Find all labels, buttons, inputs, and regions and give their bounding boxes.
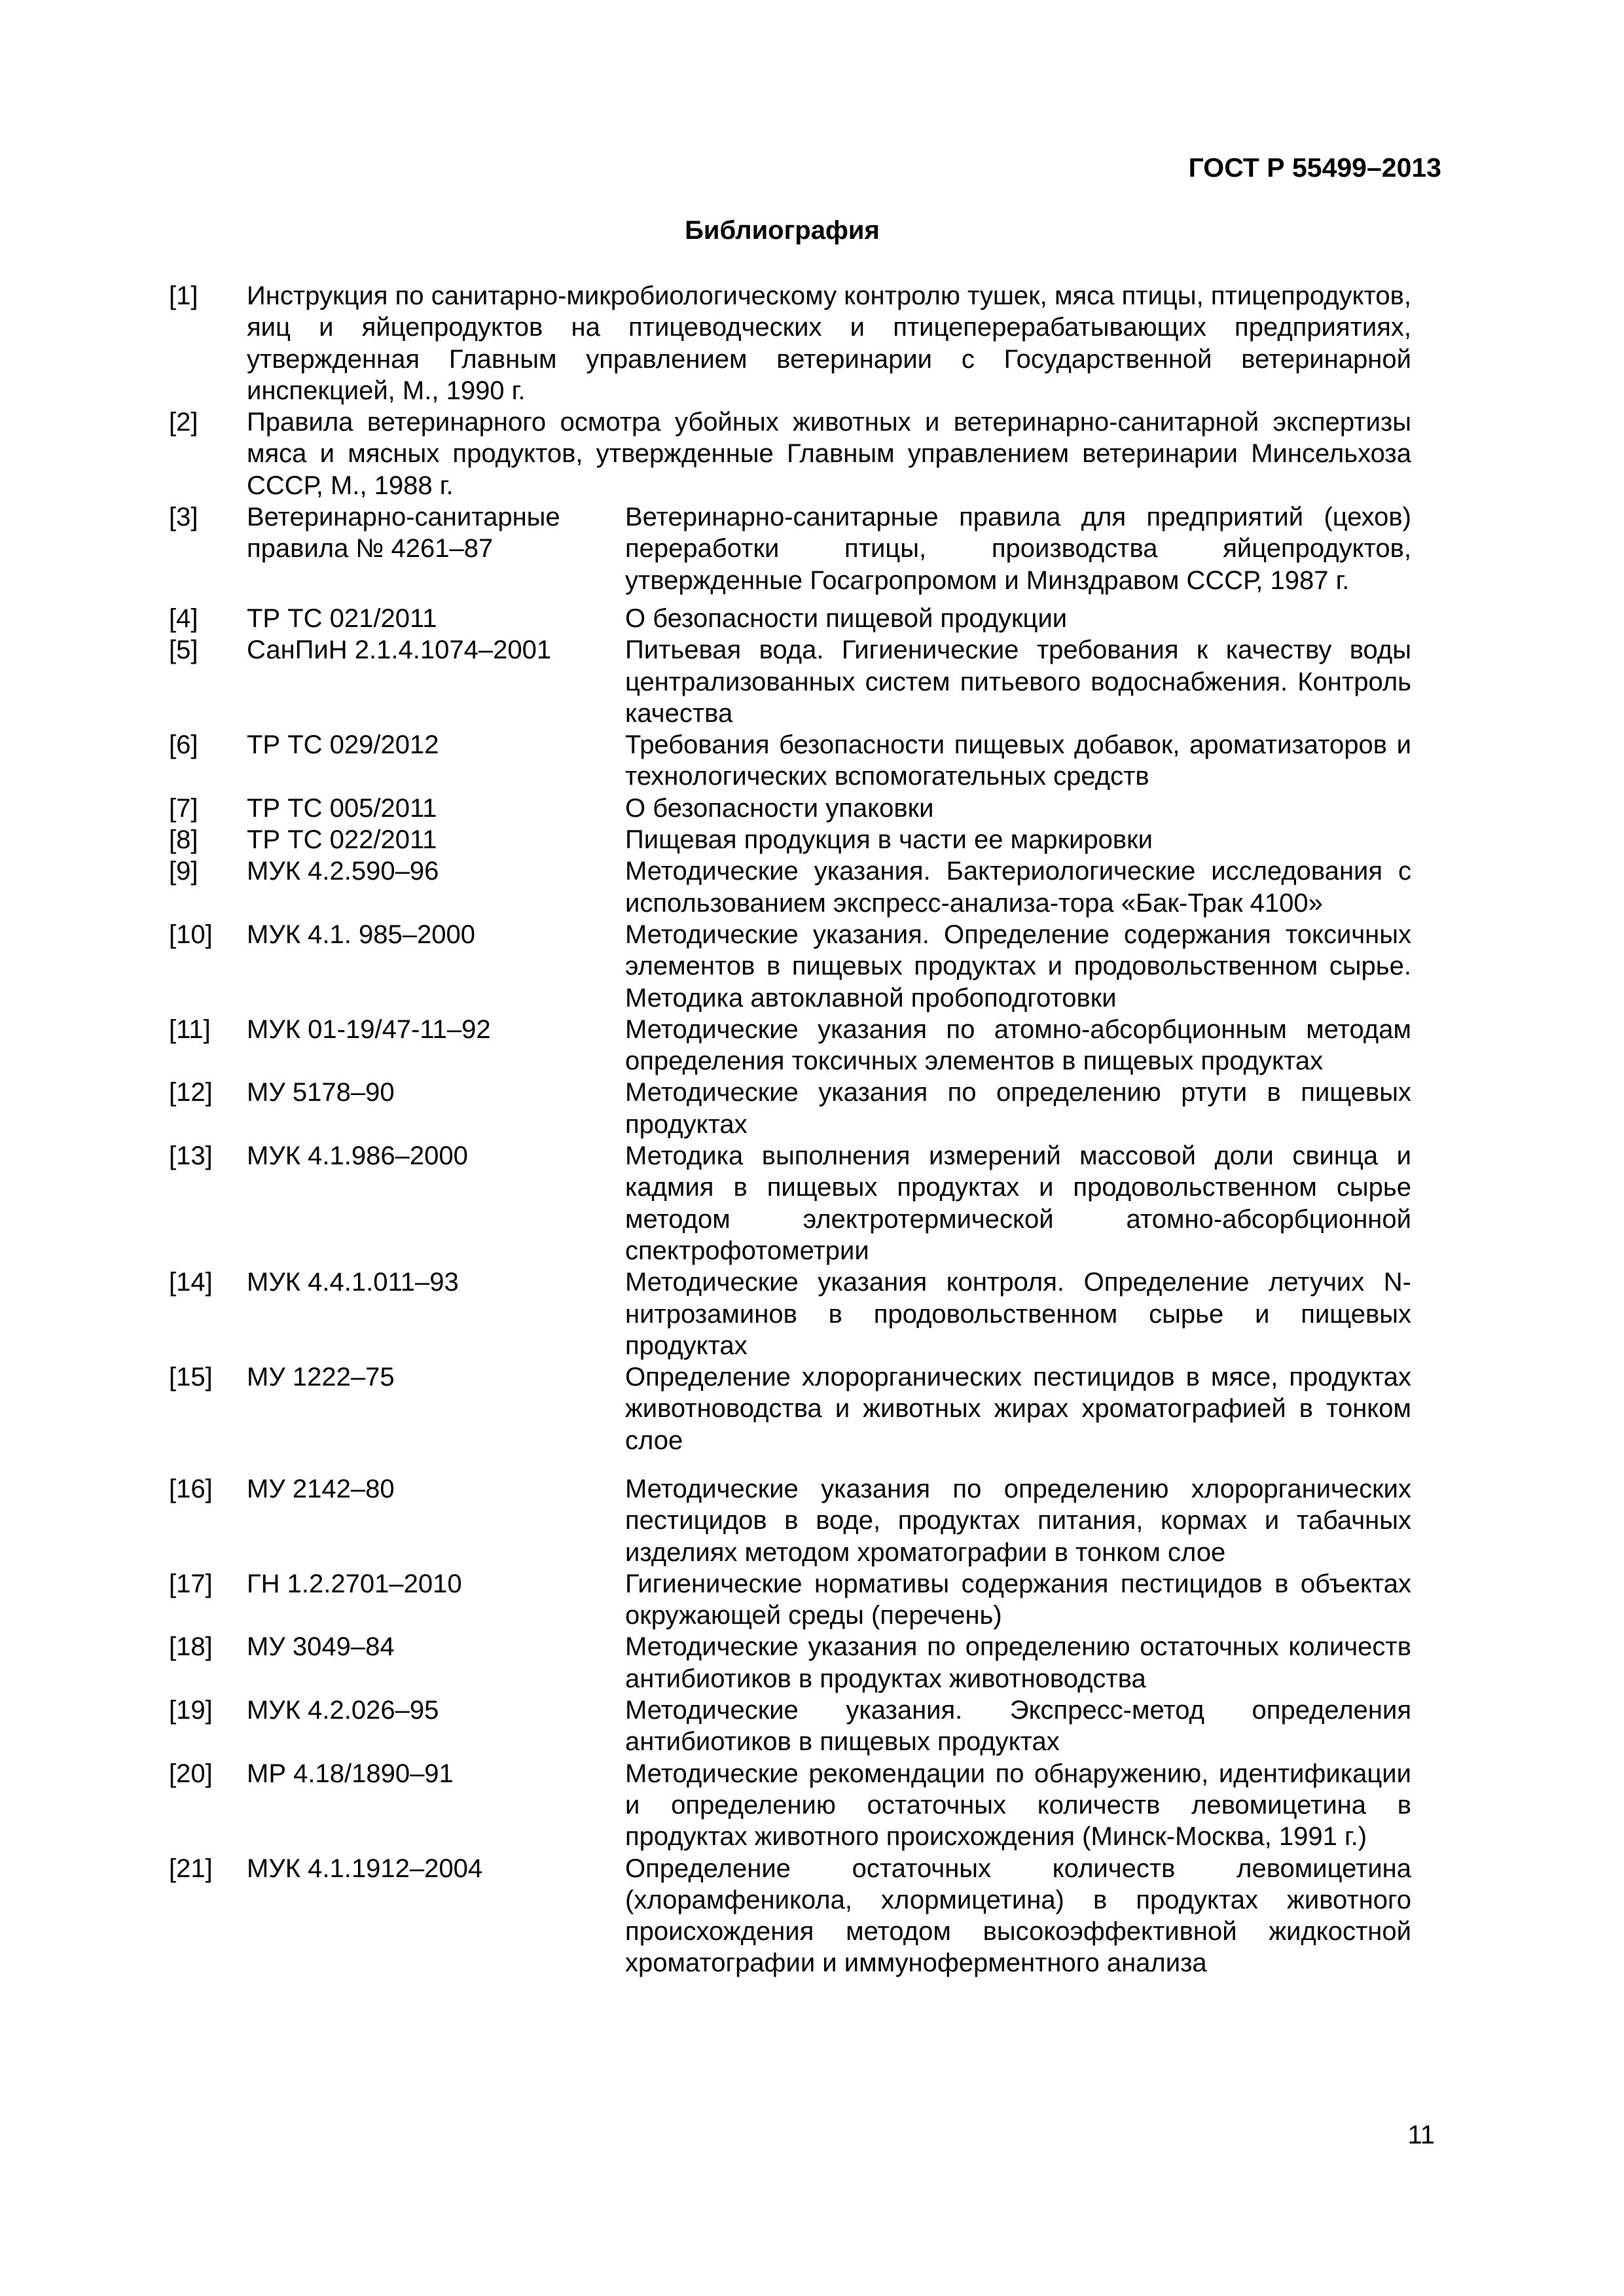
entry-code: МУ 3049–84 — [247, 1632, 395, 1662]
bibliography-entry — [169, 1473, 1411, 1568]
entry-number: [8] — [169, 825, 198, 855]
bibliography-entry — [169, 793, 1411, 824]
entry-code: Ветеринарно-санитарные правила № 4261–87 — [247, 503, 560, 564]
entry-code: ГН 1.2.2701–2010 — [247, 1569, 462, 1598]
bibliography-entry — [169, 919, 1411, 1014]
entry-code: ТР ТС 029/2012 — [247, 730, 439, 760]
entry-number: [18] — [169, 1632, 213, 1662]
entry-code: ТР ТС 022/2011 — [247, 825, 437, 855]
entry-description: Определение остаточных количеств левомицетина (хлорамфеникола, хлормицетина) в продуктах животного происхождения методом высокоэффективной жидкостной хроматографии и иммуноферментного анализа — [625, 1854, 1411, 1978]
entry-description: Методические указания. Экспресс-метод определения антибиотиков в пищевых продуктах — [625, 1696, 1411, 1757]
bibliography-entry — [169, 729, 1411, 793]
bibliography-entry — [169, 1695, 1411, 1758]
entry-code: МУ 2142–80 — [247, 1474, 395, 1503]
entry-description: Гигиенические нормативы содержания пестицидов в объектах окружающей среды (перечень) — [625, 1569, 1411, 1630]
entry-code: МУК 4.4.1.011–93 — [247, 1268, 459, 1297]
entry-number: [7] — [169, 793, 198, 823]
entry-text: Правила ветеринарного осмотра убойных животных и ветеринарно-санитарной экспертизы мяса и мясных продуктов, утвержденные Главным управлением ветеринарии Минсельхоза СССР, М., 1988 г. — [247, 408, 1411, 500]
entry-number: [13] — [169, 1141, 213, 1171]
entry-number: [6] — [169, 730, 198, 760]
entry-number: [19] — [169, 1696, 213, 1725]
bibliography-entry — [169, 1014, 1411, 1077]
entry-number: [5] — [169, 636, 198, 665]
bibliography-entry — [169, 855, 1411, 919]
page-number: 11 — [1407, 2121, 1435, 2149]
entry-number: [3] — [169, 503, 198, 532]
entry-number: [20] — [169, 1759, 213, 1788]
bibliography-entry — [169, 603, 1411, 634]
bibliography-entry — [169, 1758, 1411, 1853]
bibliography-entry — [169, 406, 1411, 501]
entry-code: МУК 4.2.026–95 — [247, 1696, 439, 1725]
entry-code: ТР ТС 005/2011 — [247, 793, 437, 823]
entry-description: Ветеринарно-санитарные правила для предприятий (цехов) переработки птицы, производства яйцепродуктов, утвержденные Госагропромом и Минздравом СССР, 1987 г. — [625, 503, 1411, 595]
entry-description: Методические указания по определению хлорорганических пестицидов в воде, продуктах питания, кормах и табачных изделиях методом хроматографии в тонком слое — [625, 1474, 1411, 1567]
entry-description: Методические рекомендации по обнаружению, идентификации и определению остаточных количеств левомицетина в продуктах животного происхождения (Минск-Москва, 1991 г.) — [625, 1759, 1411, 1852]
entry-text: Инструкция по санитарно-микробиологическому контролю тушек, мяса птицы, птицепродуктов, яиц и яйцепродуктов на птицеводческих и птицеперерабатывающих предприятиях, утвержденная Главным управлением ветеринарии с Государственной ветеринарной инспекцией, М., 1990 г. — [247, 281, 1411, 405]
entry-number: [10] — [169, 920, 213, 949]
entry-description: Определение хлорорганических пестицидов в мясе, продуктах животноводства и животных жирах хроматографией в тонком слое — [625, 1363, 1411, 1455]
entry-code: МР 4.18/1890–91 — [247, 1759, 454, 1788]
entry-number: [2] — [169, 408, 198, 437]
bibliography-entry — [169, 1266, 1411, 1361]
entry-description: Методические указания. Бактериологические исследования с использованием экспресс-анализа-тора «Бак-Трак 4100» — [625, 857, 1411, 918]
document-header-id: ГОСТ Р 55499–2013 — [1188, 152, 1441, 183]
entry-number: [15] — [169, 1363, 213, 1392]
bibliography-entry — [169, 501, 1411, 596]
entry-description: Методические указания по определению остаточных количеств антибиотиков в продуктах животноводства — [625, 1632, 1411, 1693]
entry-code: МУ 1222–75 — [247, 1363, 395, 1392]
bibliography-list — [169, 280, 1411, 1979]
entry-number: [14] — [169, 1268, 213, 1297]
entry-number: [16] — [169, 1474, 213, 1503]
bibliography-entry — [169, 824, 1411, 855]
entry-number: [12] — [169, 1078, 213, 1107]
entry-code: ТР ТС 021/2011 — [247, 603, 437, 633]
entry-description: Пищевая продукция в части ее маркировки — [625, 825, 1153, 855]
bibliography-entry — [169, 1361, 1411, 1456]
bibliography-entry — [169, 634, 1411, 729]
entry-number: [4] — [169, 603, 198, 633]
entry-number: [1] — [169, 281, 198, 310]
entry-code: МУ 5178–90 — [247, 1078, 395, 1107]
entry-number: [11] — [169, 1014, 211, 1044]
entry-code: МУК 4.1. 985–2000 — [247, 920, 475, 949]
entry-description: Питьевая вода. Гигиенические требования к качеству воды централизованных систем питьевого водоснабжения. Контроль качества — [625, 636, 1411, 728]
bibliography-entry — [169, 1853, 1411, 1979]
entry-description: Методические указания контроля. Определение летучих N-нитрозаминов в продовольственном сырье и пищевых продуктах — [625, 1268, 1411, 1360]
entry-description: Требования безопасности пищевых добавок, ароматизаторов и технологических вспомогательных средств — [625, 730, 1411, 791]
bibliography-entry — [169, 1631, 1411, 1695]
entry-code: МУК 4.1.986–2000 — [247, 1141, 468, 1171]
entry-description: Методические указания. Определение содержания токсичных элементов в пищевых продуктах и продовольственном сырье. Методика автоклавной пробоподготовки — [625, 920, 1411, 1013]
entry-description: Методика выполнения измерений массовой доли свинца и кадмия в пищевых продуктах и продовольственном сырье методом электротермической атомно-абсорбционной спектрофотометрии — [625, 1141, 1411, 1265]
entry-description: О безопасности пищевой продукции — [625, 603, 1068, 633]
entry-description: Методические указания по атомно-абсорбционным методам определения токсичных элементов в пищевых продуктах — [625, 1014, 1411, 1076]
entry-code: МУК 01-19/47-11–92 — [247, 1014, 491, 1044]
entry-code: МУК 4.1.1912–2004 — [247, 1854, 483, 1883]
entry-code: СанПиН 2.1.4.1074–2001 — [247, 636, 552, 665]
page-title: Библиография — [685, 216, 880, 245]
entry-description: О безопасности упаковки — [625, 793, 934, 823]
entry-number: [9] — [169, 857, 198, 886]
entry-description: Методические указания по определению ртути в пищевых продуктах — [625, 1078, 1411, 1139]
entry-number: [21] — [169, 1854, 213, 1883]
entry-code: МУК 4.2.590–96 — [247, 857, 439, 886]
bibliography-entry — [169, 1568, 1411, 1632]
bibliography-entry — [169, 1077, 1411, 1140]
entry-number: [17] — [169, 1569, 213, 1598]
bibliography-entry — [169, 1140, 1411, 1266]
bibliography-entry — [169, 280, 1411, 406]
